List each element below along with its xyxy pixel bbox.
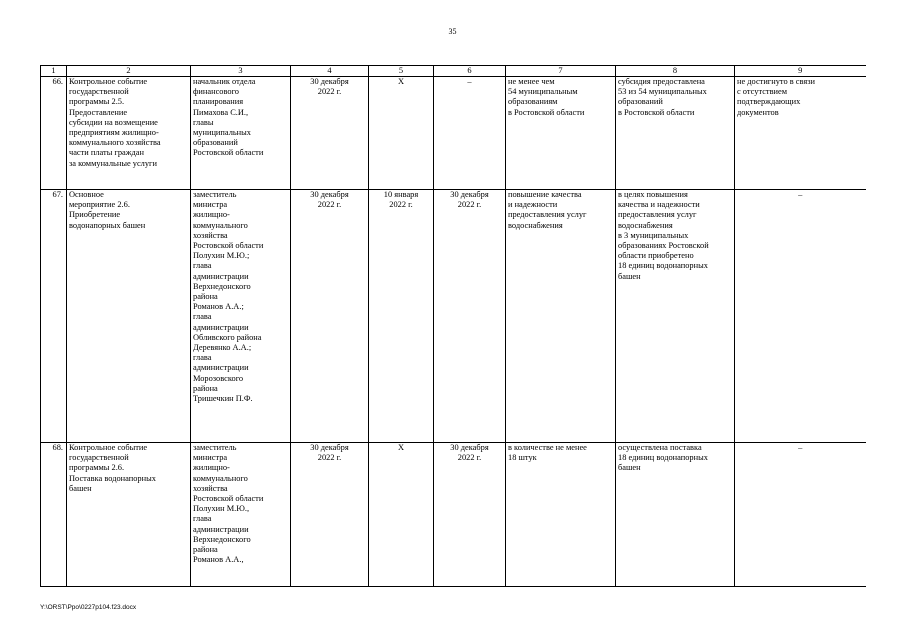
header-cell-3: 3	[191, 66, 291, 77]
header-cell-2: 2	[67, 66, 191, 77]
row-number: 68.	[41, 443, 67, 587]
header-cell-8: 8	[616, 66, 735, 77]
notes-cell: –	[735, 190, 866, 443]
file-path-footer: Y:\ORST\Ppo\0227p104.f23.docx	[40, 604, 137, 611]
start-date-cell: 10 января 2022 г.	[369, 190, 434, 443]
responsible-cell: начальник отдела финансового планирования Пимахова С.И., главы муниципальных образований Ростовской области	[191, 77, 291, 190]
notes-cell: –	[735, 443, 866, 587]
header-cell-5: 5	[369, 66, 434, 77]
actual-result-cell: субсидия предоставлена 53 из 54 муниципальных образований в Ростовской области	[616, 77, 735, 190]
planned-date-cell: 30 декабря 2022 г.	[291, 190, 369, 443]
table-row	[41, 443, 866, 587]
row-number: 67.	[41, 190, 67, 443]
row-number: 66.	[41, 77, 67, 190]
responsible-cell: заместитель министра жилищно- коммунального хозяйства Ростовской области Полухин М.Ю., глава администрации Верхнедонского района Романов А.А.,	[191, 443, 291, 587]
table-header-row	[41, 66, 866, 77]
planned-date-cell: 30 декабря 2022 г.	[291, 443, 369, 587]
event-name-cell: Контрольное событие государственной программы 2.6. Поставка водонапорных башен	[67, 443, 191, 587]
header-cell-6: 6	[434, 66, 506, 77]
table-row	[41, 77, 866, 190]
end-date-cell: 30 декабря 2022 г.	[434, 190, 506, 443]
header-cell-4: 4	[291, 66, 369, 77]
start-date-cell: X	[369, 77, 434, 190]
end-date-cell: 30 декабря 2022 г.	[434, 443, 506, 587]
event-name-cell: Основное мероприятие 2.6. Приобретение водонапорных башен	[67, 190, 191, 443]
report-table	[40, 65, 866, 587]
page-number: 35	[448, 27, 457, 36]
planned-date-cell: 30 декабря 2022 г.	[291, 77, 369, 190]
planned-result-cell: повышение качества и надежности предоставления услуг водоснабжения	[506, 190, 616, 443]
notes-cell: не достигнуто в связи с отсутствием подтверждающих документов	[735, 77, 866, 190]
actual-result-cell: в целях повышения качества и надежности предоставления услуг водоснабжения в 3 муниципальных образованиях Ростовской области приобретено 18 единиц водонапорных башен	[616, 190, 735, 443]
actual-result-cell: осуществлена поставка 18 единиц водонапорных башен	[616, 443, 735, 587]
table-row	[41, 190, 866, 443]
header-cell-1: 1	[41, 66, 67, 77]
planned-result-cell: в количестве не менее 18 штук	[506, 443, 616, 587]
header-cell-9: 9	[735, 66, 866, 77]
end-date-cell: –	[434, 77, 506, 190]
planned-result-cell: не менее чем 54 муниципальным образованиям в Ростовской области	[506, 77, 616, 190]
event-name-cell: Контрольное событие государственной программы 2.5. Предоставление субсидии на возмещение предприятиям жилищно- коммунального хозяйства части платы граждан за коммунальные услуги	[67, 77, 191, 190]
responsible-cell: заместитель министра жилищно- коммунального хозяйства Ростовской области Полухин М.Ю.; глава администрации Верхнедонского района Романов А.А.; глава администрации Обливского района Деревянко А.А.; глава администрации Морозовского района Тришечкин П.Ф.	[191, 190, 291, 443]
start-date-cell: X	[369, 443, 434, 587]
header-cell-7: 7	[506, 66, 616, 77]
